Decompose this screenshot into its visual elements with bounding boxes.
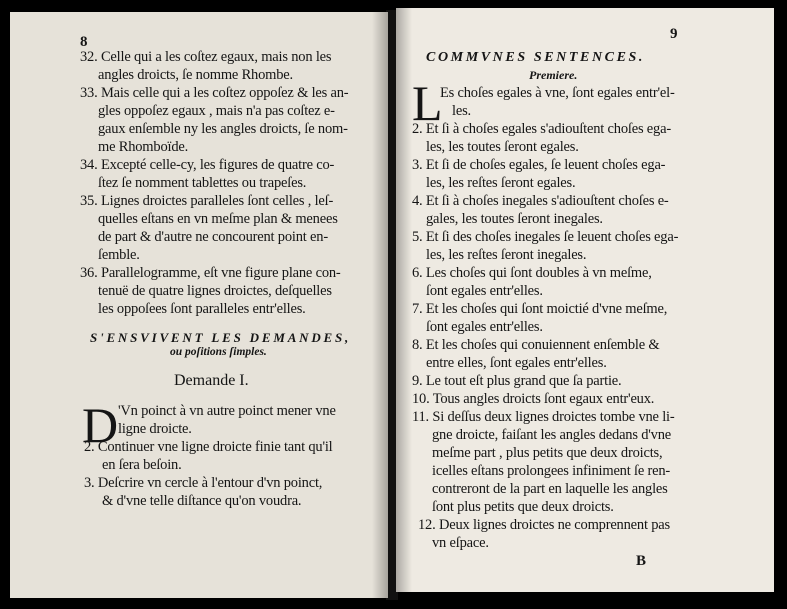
- text-line: ſont egales entr'elles.: [426, 283, 543, 299]
- left-page: [10, 12, 388, 598]
- text-line: 6. Les choſes qui ſont doubles à vn meſme,: [412, 265, 652, 281]
- text-line: meſme part , plus petits que deux droicts,: [432, 445, 663, 461]
- drop-cap: D: [82, 397, 119, 453]
- text-line: 35. Lignes droictes paralleles ſont celles , leſ-: [80, 193, 334, 209]
- text-line: ſtez ſe nomment tablettes ou trapeſes.: [98, 175, 307, 191]
- text-line: 11. Si deſſus deux lignes droictes tombe vne li-: [412, 409, 675, 425]
- text-line: icelles eſtans prolongees infiniment ſe ren-: [432, 463, 671, 479]
- text-line: 34. Excepté celle-cy, les figures de quatre co-: [80, 157, 335, 173]
- section-subtitle: ou poſitions ſimples.: [170, 346, 267, 358]
- subheading: Premiere.: [529, 68, 578, 82]
- text-line: gles oppoſez egaux , mais n'a pas coſtez e-: [98, 103, 335, 119]
- text-line: 3. Et ſi de choſes egales, ſe leuent choſes ega-: [412, 157, 666, 173]
- text-line: les.: [452, 103, 471, 119]
- text-line: les, les toutes ſeront egales.: [426, 139, 579, 155]
- text-line: me Rhomboïde.: [98, 139, 189, 155]
- running-head: COMMVNES SENTENCES.: [426, 50, 646, 65]
- text-line: en ſera beſoin.: [102, 457, 182, 473]
- text-line: 9. Le tout eſt plus grand que ſa partie.: [412, 373, 622, 389]
- text-line: les oppoſees ſont paralleles entr'elles.: [98, 301, 306, 317]
- text-line: 4. Et ſi à choſes inegales s'adiouſtent choſes e-: [412, 193, 669, 209]
- text-line: de part & d'autre ne concourent point en-: [98, 229, 328, 245]
- text-line: ſemble.: [98, 247, 140, 263]
- text-line: les, les reſtes ſeront inegales.: [426, 247, 587, 263]
- text-line: quelles eſtans en vn meſme plan & menees: [98, 211, 338, 227]
- text-line: 2. Et ſi à choſes egales s'adiouſtent choſes ega-: [412, 121, 671, 137]
- text-line: & d'vne telle diſtance qu'on voudra.: [102, 493, 302, 509]
- text-line: 5. Et ſi des choſes inegales ſe leuent choſes ega-: [412, 229, 679, 245]
- right-page-number: 9: [670, 26, 678, 42]
- text-line: contreront de la part en laquelle les angles: [432, 481, 668, 497]
- text-line: tenuë de quatre lignes droictes, deſquelles: [98, 283, 332, 299]
- text-line: angles droicts, ſe nomme Rhombe.: [98, 67, 293, 83]
- section-title: S'ENSVIVENT LES DEMANDES,: [90, 330, 352, 345]
- text-line: Es choſes egales à vne, ſont egales entr'el-: [440, 85, 675, 101]
- right-page-gutter: [396, 8, 412, 592]
- right-page: [396, 8, 774, 592]
- text-line: gaux enſemble ny les angles droicts, ſe nom-: [98, 121, 348, 137]
- text-line: 8. Et les choſes qui conuiennent enſemble &: [412, 337, 660, 353]
- left-page-gutter: [372, 12, 388, 598]
- text-line: 3. Deſcrire vn cercle à l'entour d'vn poinct,: [84, 475, 323, 491]
- text-line: ſont egales entr'elles.: [426, 319, 543, 335]
- drop-cap: L: [412, 75, 443, 131]
- text-line: 10. Tous angles droicts ſont egaux entr'eux.: [412, 391, 655, 407]
- text-line: ligne droicte.: [118, 421, 192, 437]
- text-line: 36. Parallelogramme, eſt vne figure plane con-: [80, 265, 341, 281]
- demande-heading: Demande I.: [174, 372, 249, 389]
- text-line: 32. Celle qui a les coſtez egaux, mais non les: [80, 49, 332, 65]
- text-line: 7. Et les choſes qui ſont moictié d'vne meſme,: [412, 301, 668, 317]
- text-line: les, les reſtes ſeront egales.: [426, 175, 576, 191]
- text-line: entre elles, ſont egales entr'elles.: [426, 355, 607, 371]
- signature-mark: B: [636, 553, 647, 569]
- text-line: 33. Mais celle qui a les coſtez oppoſez & les an-: [80, 85, 349, 101]
- text-line: gales, les toutes ſeront inegales.: [426, 211, 603, 227]
- text-line: 12. Deux lignes droictes ne comprennent pas: [418, 517, 670, 533]
- text-line: 'Vn poinct à vn autre poinct mener vne: [118, 403, 336, 419]
- text-line: 2. Continuer vne ligne droicte finie tant qu'il: [84, 439, 333, 455]
- text-line: vn eſpace.: [432, 535, 489, 551]
- text-line: gne droicte, faiſant les angles dedans d'vne: [432, 427, 672, 443]
- left-page-number: 8: [80, 34, 88, 50]
- text-line: ſont plus petits que deux droicts.: [432, 499, 614, 515]
